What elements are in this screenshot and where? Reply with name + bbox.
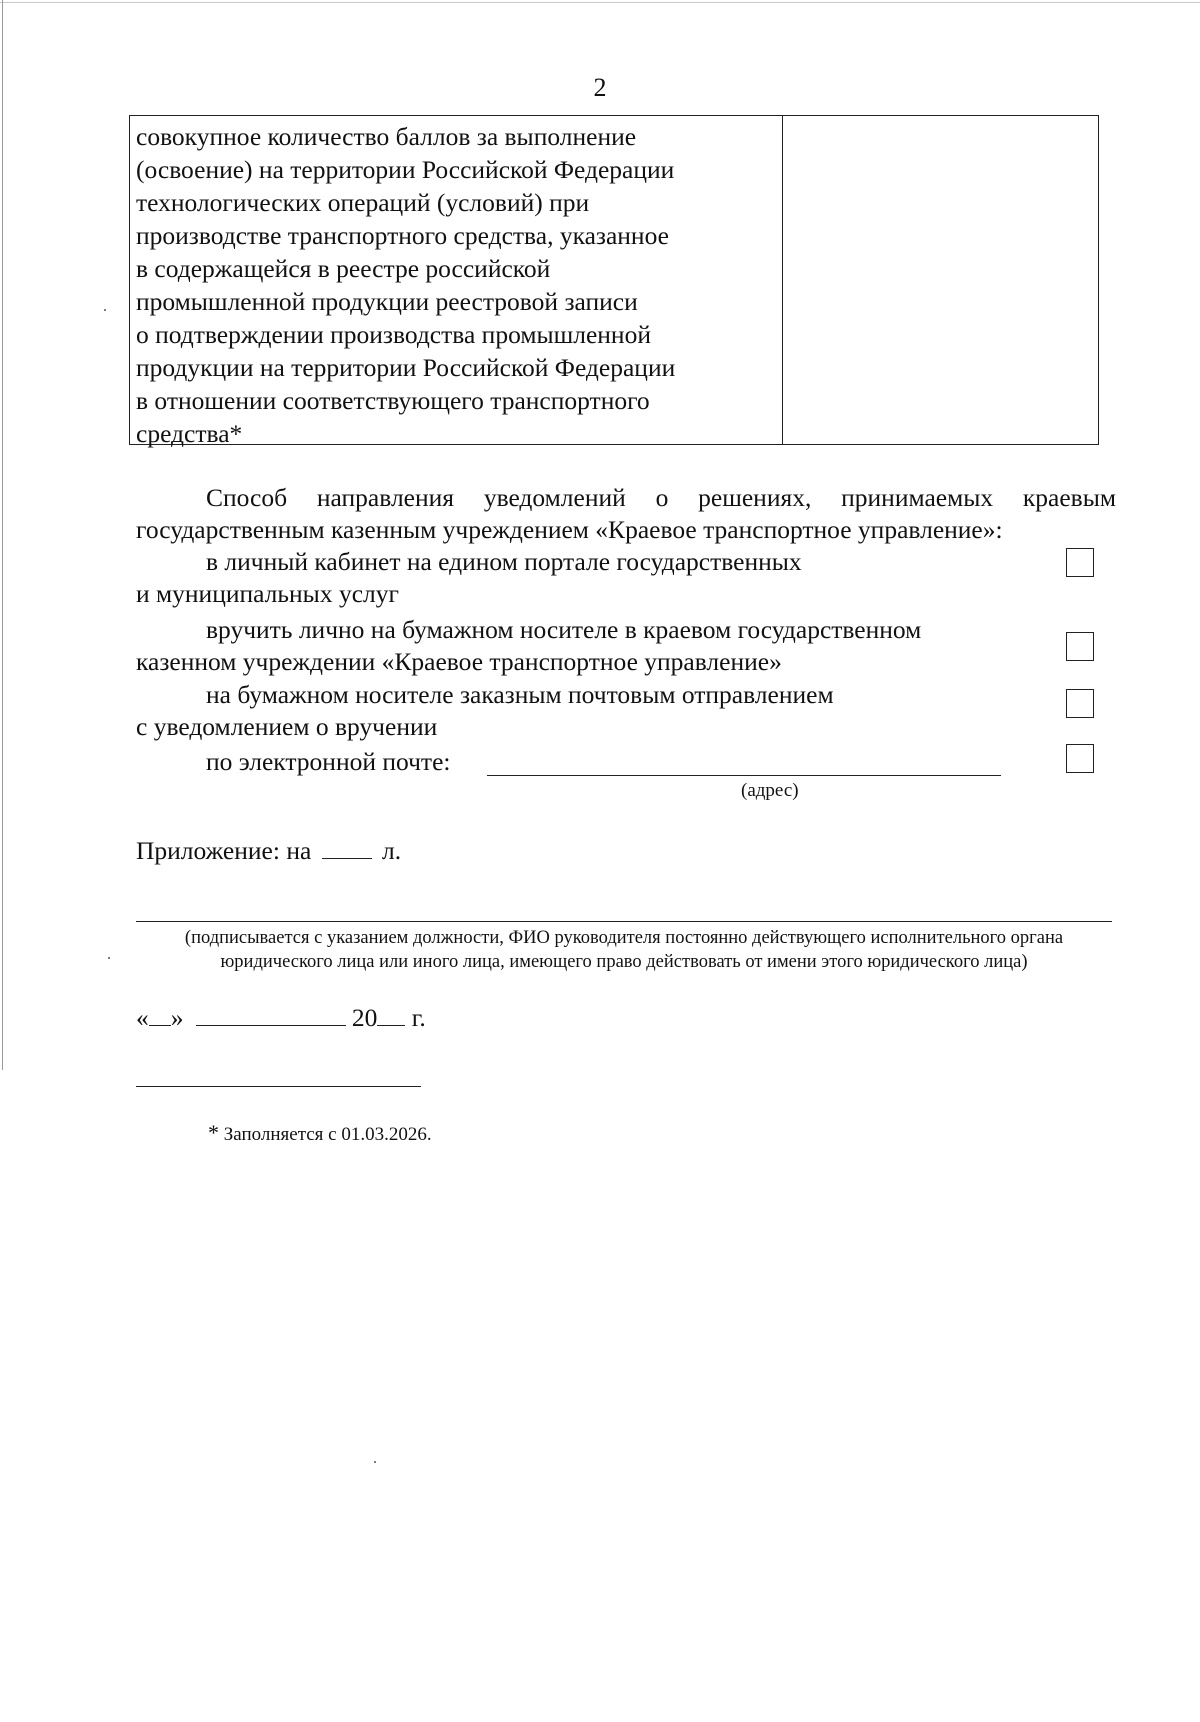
option-mail-line1: на бумажном носителе заказным почтовым отправлением: [206, 680, 834, 709]
checkbox-email[interactable]: [1066, 744, 1094, 773]
criteria-line: в содержащейся в реестре российской: [136, 254, 551, 283]
email-caption: (адрес): [741, 780, 799, 801]
criteria-line: (освоение) на территории Российской Федерации: [136, 155, 675, 184]
date-month-field[interactable]: [196, 1024, 346, 1026]
criteria-value-cell[interactable]: [784, 116, 1098, 444]
date-year-prefix: 20: [351, 1003, 378, 1032]
notice-intro: [136, 482, 1116, 546]
scan-speck: [104, 309, 106, 311]
criteria-line: средства*: [136, 419, 243, 448]
signature-line[interactable]: [136, 921, 1112, 922]
footnote-star: *: [208, 1120, 219, 1145]
date-open-quote: «: [136, 1003, 149, 1032]
attachment-prefix: Приложение: на: [136, 836, 312, 865]
option-in-person-line1: вручить лично на бумажном носителе в краевом государственном: [206, 615, 922, 644]
criteria-table: [129, 115, 1099, 448]
signature-caption-line: юридического лица или иного лица, имеющего право действовать от имени этого юридического лица): [220, 952, 1028, 972]
scan-speck: [374, 1461, 376, 1463]
checkbox-in-person[interactable]: [1066, 632, 1094, 661]
option-in-person-line2: казенном учреждении «Краевое транспортное управление»: [136, 647, 782, 676]
checkbox-mail[interactable]: [1066, 689, 1094, 718]
criteria-line: технологических операций (условий) при: [136, 188, 590, 217]
option-email-label: по электронной почте:: [206, 747, 451, 776]
criteria-line: о подтверждении производства промышленной: [136, 320, 651, 349]
date-year-field[interactable]: [377, 1024, 405, 1026]
date-close-quote: »: [170, 1003, 184, 1032]
footnote: [208, 1120, 432, 1146]
table-column-divider: [782, 116, 783, 444]
checkbox-portal[interactable]: [1066, 548, 1094, 577]
date-year-suffix: г.: [411, 1003, 426, 1032]
criteria-line: продукции на территории Российской Федерации: [136, 353, 676, 382]
attachment-pages-field[interactable]: [322, 857, 372, 859]
scan-speck: [108, 957, 110, 959]
option-mail-line2: с уведомлением о вручении: [136, 712, 438, 741]
signature-caption-line: (подписывается с указанием должности, ФИО руководителя постоянно действующего исполнительного органа: [184, 928, 1064, 948]
page-number: 2: [593, 73, 607, 102]
criteria-line: производстве транспортного средства, указанное: [136, 221, 669, 250]
scan-edge-top: [0, 2, 1200, 3]
criteria-line: в отношении соответствующего транспортного: [136, 386, 650, 415]
notice-intro-line: государственным казенным учреждением «Краевое транспортное управление»:: [136, 515, 1003, 544]
option-portal-line2: и муниципальных услуг: [136, 579, 399, 608]
email-address-field[interactable]: [487, 775, 1001, 776]
date-line: [136, 1003, 426, 1033]
initials-line[interactable]: [136, 1086, 421, 1087]
footnote-text: Заполняется с 01.03.2026.: [223, 1124, 432, 1145]
notice-intro-line: Способ направления уведомлений о решениях, принимаемых краевым: [206, 483, 1116, 512]
criteria-description: [136, 120, 776, 450]
criteria-line: совокупное количество баллов за выполнение: [136, 122, 637, 151]
option-portal-line1: в личный кабинет на едином портале государственных: [206, 547, 802, 576]
date-day-field[interactable]: [149, 1024, 171, 1026]
scan-edge-left: [2, 0, 3, 1070]
signature-caption: [136, 926, 1112, 974]
attachment-suffix: л.: [382, 836, 402, 865]
attachment-line: [136, 836, 401, 866]
criteria-line: промышленной продукции реестровой записи: [136, 287, 638, 316]
